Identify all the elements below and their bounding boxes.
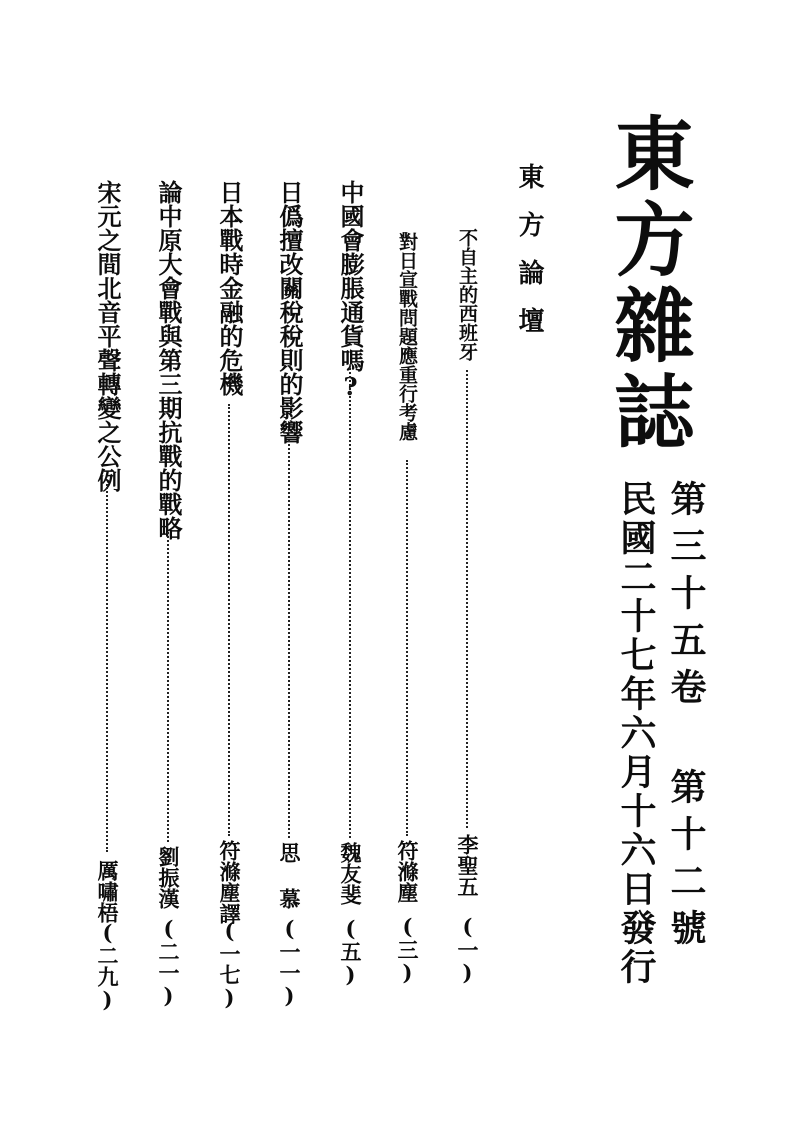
article-page: (一) [455, 914, 480, 985]
toc-entry[interactable] [333, 0, 367, 1122]
article-title: 日僞擅改關稅稅則的影響 [275, 180, 304, 444]
magazine-title: 東方雜誌 [601, 112, 695, 456]
article-author: 厲嘯梧 [95, 860, 120, 923]
article-title: 中國會膨脹通貨嗎? [336, 180, 365, 401]
toc-entry[interactable] [151, 0, 185, 1122]
article-title: 宋元之間北音平聲轉變之公例 [93, 180, 122, 492]
article-author: 符滌塵譯 [217, 840, 242, 924]
leader-dots [288, 440, 290, 838]
article-title: 論中原大會戰與第三期抗戰的戰略 [154, 180, 183, 540]
article-title: 不自主的西班牙 [456, 228, 478, 361]
article-page: (一一) [277, 916, 302, 1008]
toc-entry[interactable] [390, 0, 424, 1122]
toc-entry[interactable] [212, 0, 246, 1122]
volume-issue: 第三十五卷 第十二號 [665, 480, 707, 956]
leader-dots [466, 370, 468, 828]
article-title: 日本戰時金融的危機 [215, 180, 244, 396]
article-author: 符滌塵 [395, 840, 420, 903]
leader-dots [349, 368, 351, 838]
article-author: 魏友斐 [338, 842, 363, 905]
section-heading: 東方論壇 [514, 163, 544, 355]
toc-entry[interactable] [450, 0, 484, 1122]
leader-dots [228, 404, 230, 836]
leader-dots [167, 532, 169, 842]
article-page: (一七) [217, 918, 242, 1010]
toc-entry[interactable] [272, 0, 306, 1122]
article-page: (二九) [95, 920, 120, 1012]
article-author: 思 慕 [277, 842, 302, 909]
article-author: 劉振漢 [156, 846, 181, 909]
article-title: 對日宣戰問題應重行考慮 [396, 232, 418, 441]
article-page: (二一) [156, 916, 181, 1008]
toc-entry[interactable] [90, 0, 124, 1122]
leader-dots [106, 484, 108, 852]
article-author: 李聖五 [455, 834, 480, 897]
publish-date: 民國二十七年六月十六日發行 [615, 480, 657, 987]
article-page: (五) [338, 916, 363, 987]
leader-dots [406, 460, 408, 836]
article-page: (三) [395, 914, 420, 985]
